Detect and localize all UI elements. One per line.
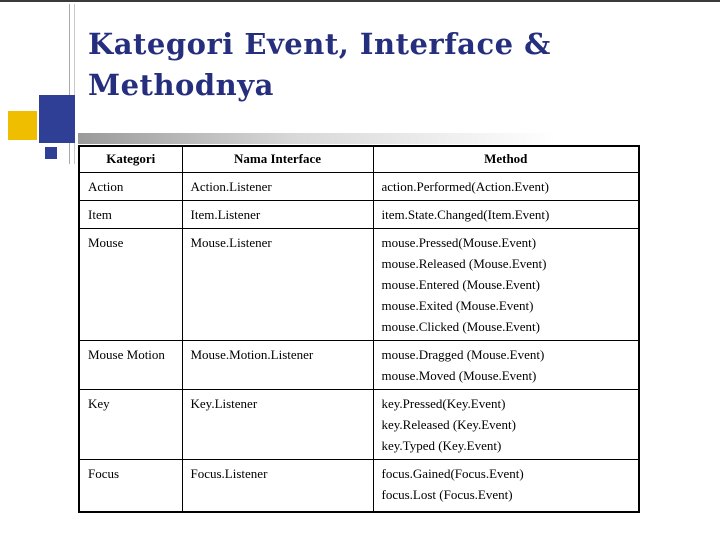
table-row bbox=[79, 340, 639, 389]
method-line: focus.Gained(Focus.Event) bbox=[381, 465, 524, 481]
interface-cell: Mouse.Motion.Listener bbox=[182, 340, 373, 389]
method-line: mouse.Pressed(Mouse.Event) bbox=[381, 234, 537, 250]
decorative-yellow-square bbox=[8, 111, 37, 140]
method-line: mouse.Dragged (Mouse.Event) bbox=[381, 346, 545, 362]
table-row bbox=[79, 172, 639, 200]
method-line: key.Released (Key.Event) bbox=[381, 416, 516, 432]
table-row bbox=[79, 228, 639, 340]
slide-title bbox=[88, 24, 688, 106]
interface-cell: Item.Listener bbox=[182, 200, 373, 228]
interface-cell: Action.Listener bbox=[182, 172, 373, 200]
header-nama-interface: Nama Interface bbox=[182, 146, 373, 172]
decorative-blue-square bbox=[39, 95, 75, 143]
method-line: item.State.Changed(Item.Event) bbox=[381, 206, 550, 222]
method-line: mouse.Clicked (Mouse.Event) bbox=[381, 318, 540, 334]
header-method: Method bbox=[373, 146, 639, 172]
method-cell bbox=[373, 340, 639, 389]
kategori-cell: Key bbox=[79, 389, 182, 459]
decorative-small-blue-square bbox=[45, 147, 57, 159]
method-cell bbox=[373, 200, 639, 228]
table-row bbox=[79, 200, 639, 228]
kategori-cell: Action bbox=[79, 172, 182, 200]
interface-cell: Key.Listener bbox=[182, 389, 373, 459]
method-line: mouse.Moved (Mouse.Event) bbox=[381, 367, 537, 383]
method-cell bbox=[373, 459, 639, 512]
method-cell bbox=[373, 172, 639, 200]
method-line: action.Performed(Action.Event) bbox=[381, 178, 549, 194]
interface-cell: Focus.Listener bbox=[182, 459, 373, 512]
table-row bbox=[79, 459, 639, 512]
interface-cell: Mouse.Listener bbox=[182, 228, 373, 340]
method-cell bbox=[373, 228, 639, 340]
method-cell bbox=[373, 389, 639, 459]
method-line: focus.Lost (Focus.Event) bbox=[381, 486, 513, 502]
title-divider-bar bbox=[78, 133, 556, 144]
table-row bbox=[79, 389, 639, 459]
method-line: key.Pressed(Key.Event) bbox=[381, 395, 506, 411]
method-line: key.Typed (Key.Event) bbox=[381, 437, 502, 453]
kategori-cell: Item bbox=[79, 200, 182, 228]
top-edge-line bbox=[0, 0, 720, 2]
kategori-cell: Mouse bbox=[79, 228, 182, 340]
slide-title-line1: Kategori Event, Interface & bbox=[88, 27, 551, 61]
method-line: mouse.Released (Mouse.Event) bbox=[381, 255, 547, 271]
kategori-cell: Focus bbox=[79, 459, 182, 512]
table-body bbox=[79, 172, 639, 512]
table-header-row bbox=[79, 146, 639, 172]
method-line: mouse.Entered (Mouse.Event) bbox=[381, 276, 540, 292]
event-interface-method-table bbox=[78, 145, 640, 513]
method-line: mouse.Exited (Mouse.Event) bbox=[381, 297, 534, 313]
header-kategori: Kategori bbox=[79, 146, 182, 172]
kategori-cell: Mouse Motion bbox=[79, 340, 182, 389]
slide-title-line2: Methodnya bbox=[88, 68, 274, 102]
